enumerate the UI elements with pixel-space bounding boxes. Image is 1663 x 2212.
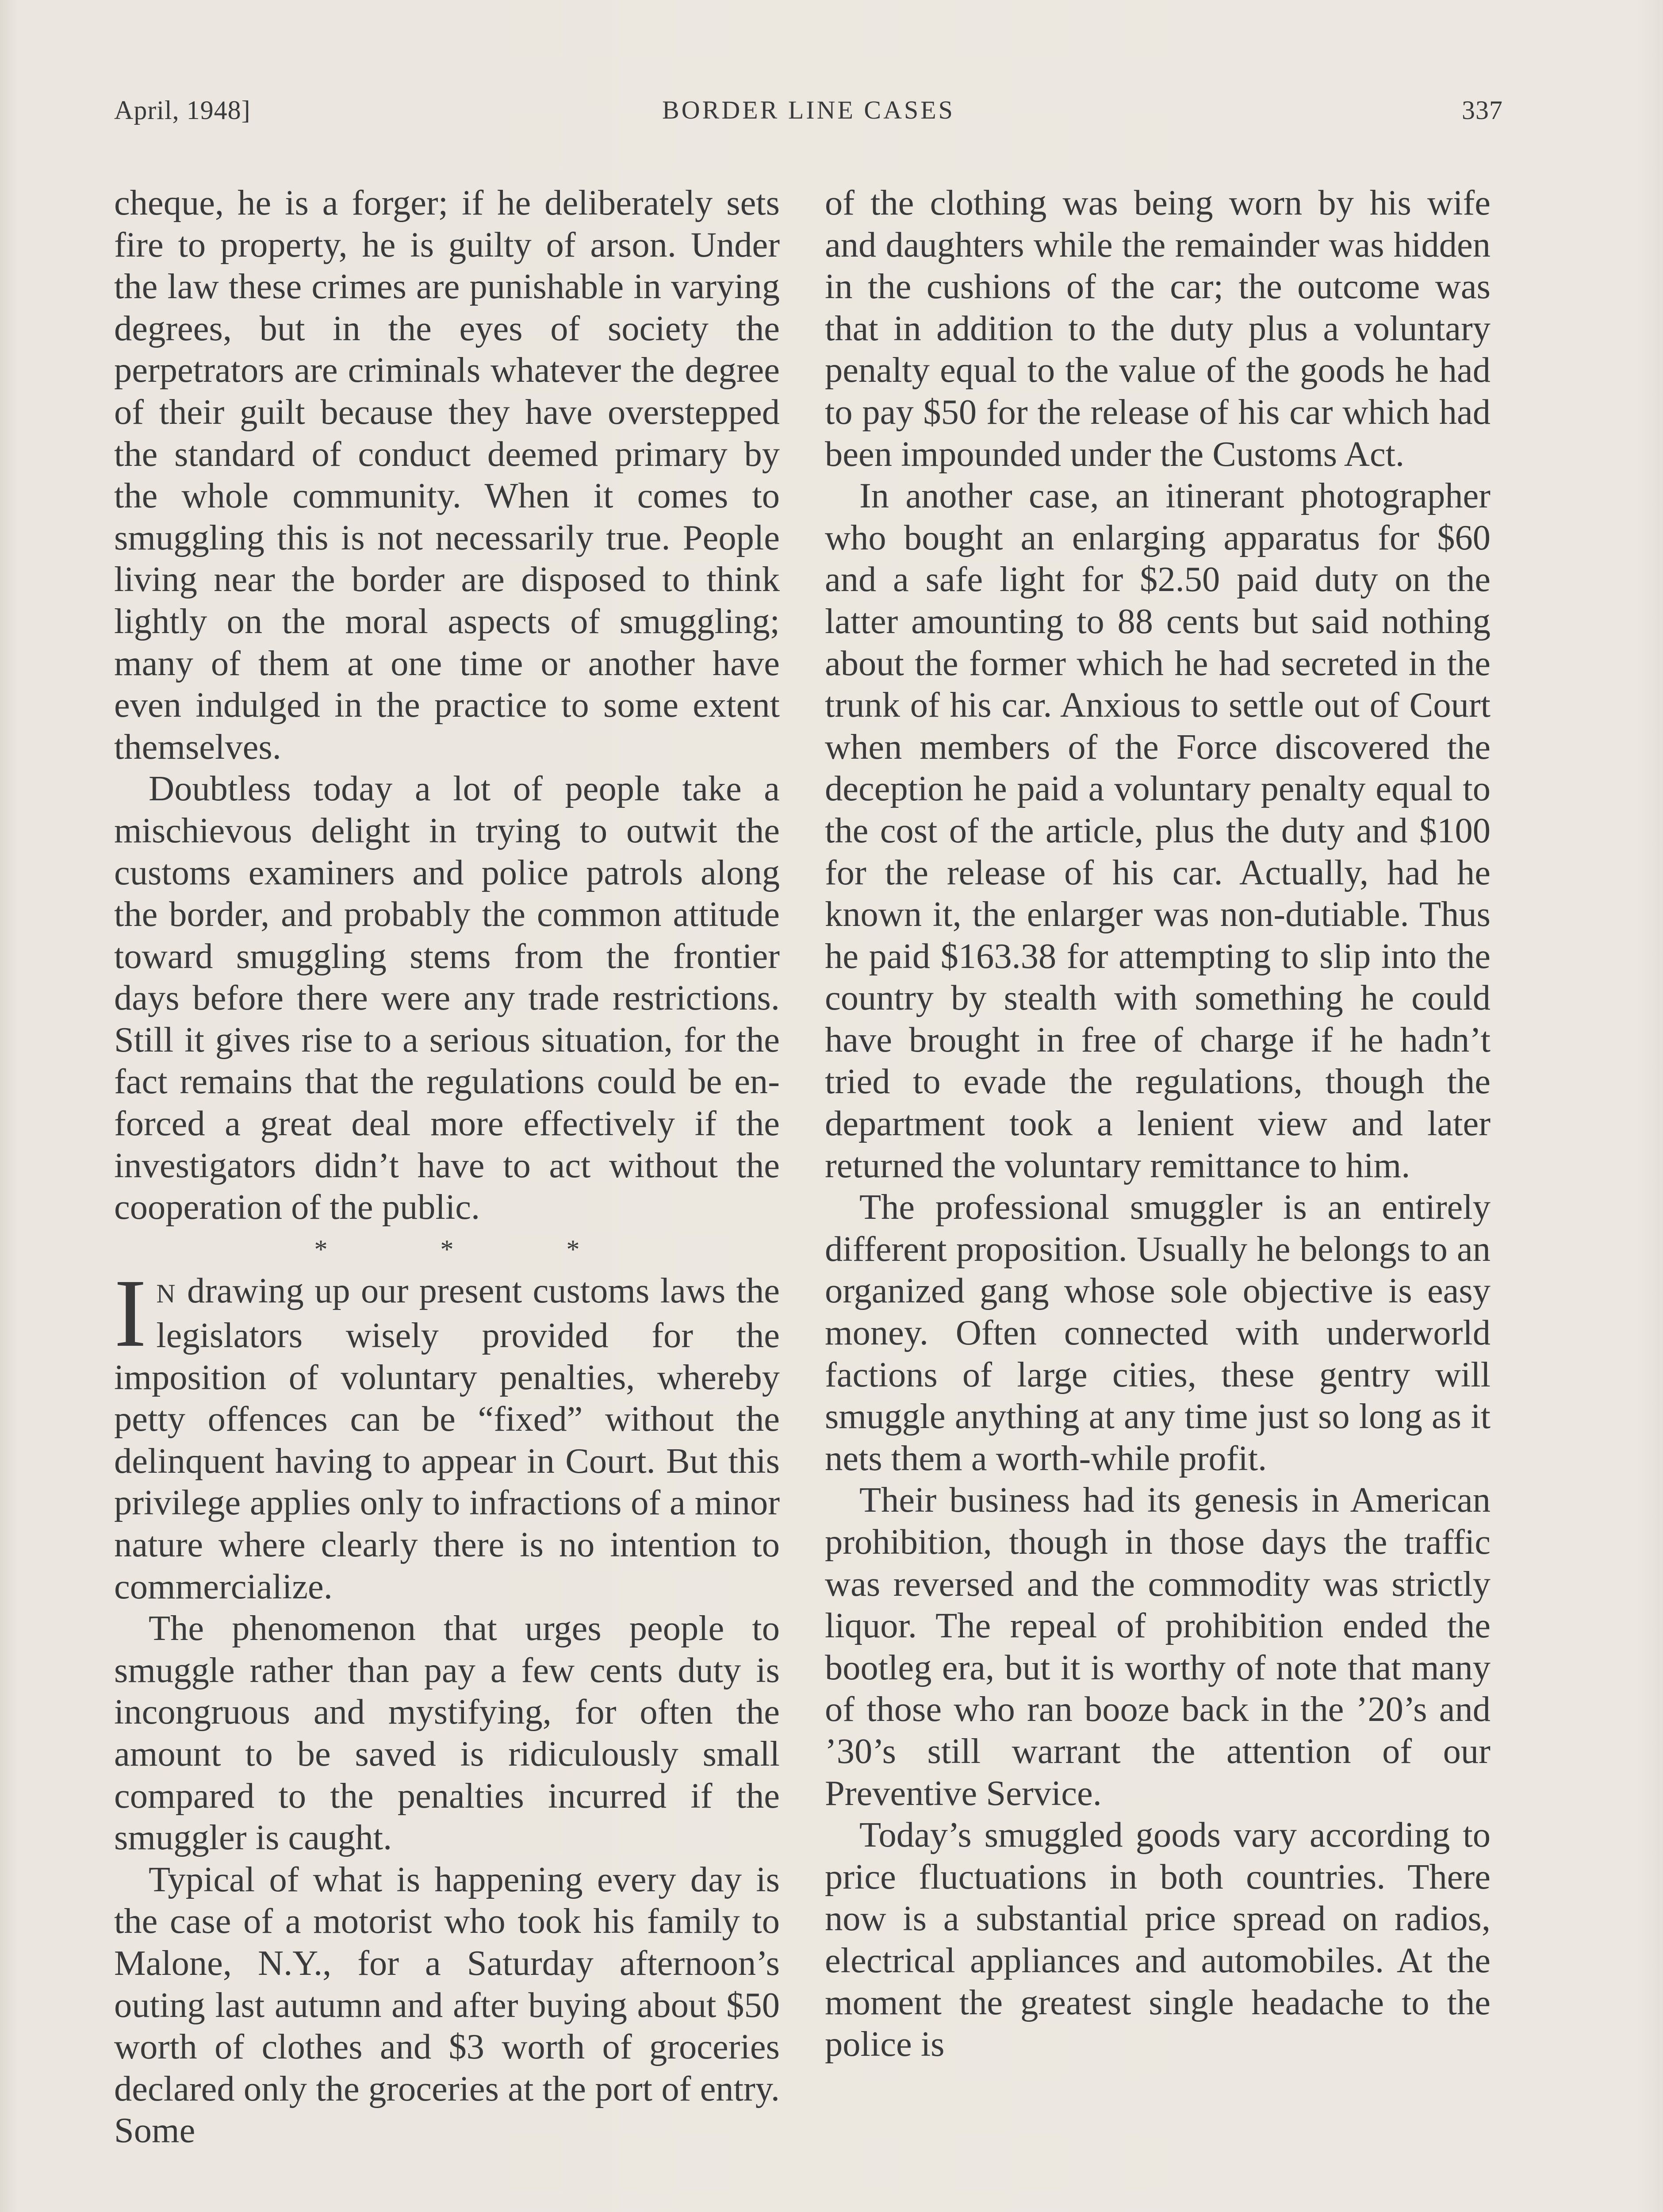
paragraph: cheque, he is a forger; if he deliberately sets fire to property, he is guilty of arson. Under the law these crimes are punishable in varying degrees, but in the eyes of society the perpetrators are criminals whatever the degree of their guilt because they have overstepped the standard of conduct deemed primary by the whole community. When it comes to smuggling this is not necessarily true. People living near the border are disposed to think lightly on the moral aspects of smuggling; many of them at one time or another have even indulged in the practice to some extent themselves. [114,183,780,767]
paragraph: of the clothing was being worn by his wife and daughters while the remainder was hidden in the cushions of the car; the outcome was that in addition to the duty plus a voluntary penalty equal to the value of the goods he had to pay $50 for the release of his car which had been impounded under the Customs Act. [825,183,1491,474]
paragraph: Their business had its genesis in American prohibition, though in those days the traffic was reversed and the commodity was strictly liquor. The repeal of prohibition ended the bootleg era, but it is worthy of note that many of those who ran booze back in the ’20’s and ’30’s still warrant the attention of our Preventive Service. [825,1480,1491,1813]
paragraph: In another case, an itinerant photographer who bought an enlarging apparatus for $60 and a safe light for $2.50 paid duty on the latter amounting to 88 cents but said nothing about the former which he had secreted in the trunk of his car. Anxious to settle out of Court when members of the Force discovered the deception he paid a voluntary penalty equal to the cost of the article, plus the duty and $100 for the release of his car. Actually, had he known it, the enlarger was non-dutiable. Thus he paid $163.38 for attempting to slip into the country by stealth with something he could have brought in free of charge if he hadn’t tried to evade the regulations, though the department took a lenient view and later returned the voluntary remittance to him. [825,476,1491,1185]
issue-date: April, 1948] [114,96,251,125]
paragraph-text: drawing up our present customs laws the legislators wisely provided for the imposition of voluntary penalties, whereby petty offences can be “fixed” without the delinquent having to appear in Court. But this privilege applies only to infractions of a minor nature where clearly there is no intention to commercialize. [114,1271,780,1606]
paragraph: Today’s smuggled goods vary according to price fluctuations in both countries. There now is a substantial price spread on radios, electrical appliances and automobiles. At the moment the greatest single headache to the police is [825,1815,1491,2064]
paragraph-with-dropcap [114,1259,780,1608]
page-number: 337 [1462,96,1503,125]
right-column [825,182,1491,2066]
left-column [114,182,780,2152]
running-header [114,95,1503,135]
small-caps-lead: N [156,1279,176,1309]
paragraph: Typical of what is happening every day is the case of a motorist who took his family to Malone, N.Y., for a Saturday afternoon’s outing last autumn and after buying about $50 worth of clothes and $3 worth of groceries declared only the groceries at the port of entry. Some [114,1859,780,2151]
drop-cap: I [114,1259,147,1367]
article-title: BORDER LINE CASES [662,96,955,124]
section-break: * * * [314,1234,633,1264]
paragraph: The professional smuggler is an entirely different proposition. Usually he belongs to an organized gang whose sole objective is easy money. Often connected with underworld factions of large cities, these gentry will smuggle anything at any time just so long as it nets them a worth-while profit. [825,1187,1491,1478]
paragraph: The phenomenon that urges people to smuggle rather than pay a few cents duty is incongruous and mystifying, for often the amount to be saved is ridiculously small compared to the penalties incurred if the smuggler is caught. [114,1609,780,1858]
paragraph: Doubtless today a lot of people take a mischievous delight in trying to outwit the customs examiners and police patrols along the border, and probably the common attitude toward smuggling stems from the frontier days before there were any trade restrictions. Still it gives rise to a serious situation, for the fact remains that the regulations could be enforced a great deal more effectively if the investigators didn’t have to act without the cooperation of the public. [114,769,780,1227]
